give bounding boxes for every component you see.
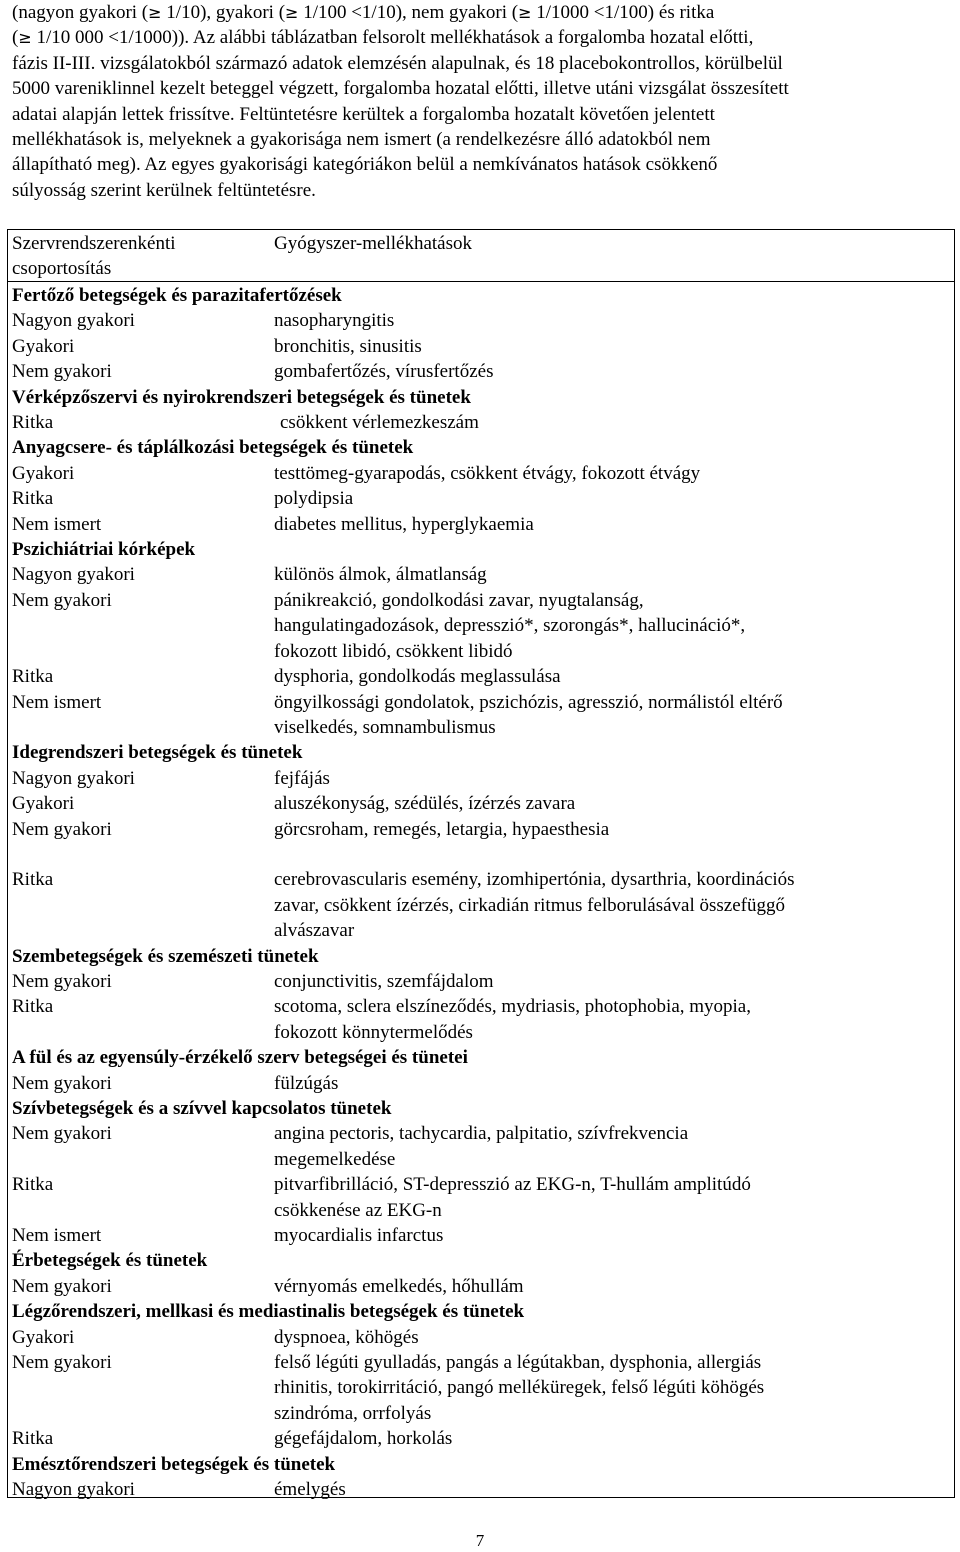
effect-line: hangulatingadozások, depresszió*, szorongás*, hallucináció*, <box>274 615 746 637</box>
effect-line: myocardialis infarctus <box>274 1225 444 1247</box>
table-row <box>8 969 954 994</box>
frequency-label: Ritka <box>12 1428 54 1450</box>
effect-line: dysphoria, gondolkodás meglassulása <box>274 666 561 688</box>
header-col1-line: csoportosítás <box>12 258 112 280</box>
frequency-label: Nem gyakori <box>12 1275 112 1297</box>
effect-line: öngyilkossági gondolatok, pszichózis, agresszió, normálistól eltérő <box>274 691 783 713</box>
effect-line: csökkenése az EKG-n <box>274 1199 442 1221</box>
adverse-effects <box>274 969 934 994</box>
frequency-label: Nem ismert <box>12 513 102 535</box>
effect-line: görcsroham, remegés, letargia, hypaesthesia <box>274 818 610 840</box>
intro-text: 1/1000 <1/100) és ritka <box>531 2 715 23</box>
frequency-label: Ritka <box>12 996 54 1018</box>
effect-line: felső légúti gyulladás, pangás a légútakban, dysphonia, allergiás <box>274 1352 762 1374</box>
frequency-label: Nem gyakori <box>12 1072 112 1094</box>
frequency-label: Nem gyakori <box>12 818 112 840</box>
table-row <box>8 867 954 943</box>
frequency-label: Nagyon gyakori <box>12 564 135 586</box>
ge-symbol: ≥ <box>518 3 532 22</box>
frequency-label: Gyakori <box>12 335 75 357</box>
adverse-effects <box>274 334 934 359</box>
effect-line: bronchitis, sinusitis <box>274 335 422 357</box>
frequency-label: Nem gyakori <box>12 361 112 383</box>
table-row <box>8 664 954 689</box>
adverse-effects <box>274 817 934 842</box>
table-row <box>8 410 954 435</box>
table-row <box>8 1426 954 1451</box>
intro-text: 1/100 <1/10), nem gyakori ( <box>298 2 519 23</box>
table-body <box>8 283 954 1502</box>
adverse-effects <box>274 1274 934 1299</box>
effect-line: fokozott libidó, csökkent libidó <box>274 640 513 662</box>
table-row <box>8 512 954 537</box>
section-title: Szembetegségek és szemészeti tünetek <box>12 945 319 967</box>
effect-line: pitvarfibrilláció, ST-depresszió az EKG-n, T-hullám amplitúdó <box>274 1174 751 1196</box>
table-row <box>8 791 954 816</box>
intro-line: 5000 vareniklinnel kezelt beteggel végzett, forgalomba hozatal előtti, illetve utáni vizsgálat összesített <box>12 78 789 100</box>
intro-line: súlyosság szerint kerülnek feltüntetésre. <box>12 179 316 201</box>
adverse-effects <box>274 791 934 816</box>
effect-line: diabetes mellitus, hyperglykaemia <box>274 513 534 535</box>
effect-line: scotoma, sclera elszíneződés, mydriasis, photophobia, myopia, <box>274 996 751 1018</box>
frequency-label: Ritka <box>12 1174 54 1196</box>
effect-line: testtömeg-gyarapodás, csökkent étvágy, fokozott étvágy <box>274 462 701 484</box>
effect-line: aluszékonyság, szédülés, ízérzés zavara <box>274 793 576 815</box>
adverse-effects <box>274 512 934 537</box>
section-title: Emésztőrendszeri betegségek és tünetek <box>12 1453 336 1475</box>
intro-text: ( <box>12 27 19 49</box>
frequency-label: Nem gyakori <box>12 970 112 992</box>
section-title: Légzőrendszeri, mellkasi és mediastinalis betegségek és tünetek <box>12 1301 525 1323</box>
frequency-label: Nem ismert <box>12 1225 102 1247</box>
effect-line: gégefájdalom, horkolás <box>274 1428 453 1450</box>
table-row <box>8 588 954 664</box>
effect-line: csökkent vérlemezkeszám <box>280 412 479 434</box>
adverse-effects <box>274 359 934 384</box>
adverse-effects <box>274 994 934 1045</box>
table-row <box>8 1121 954 1172</box>
frequency-label: Gyakori <box>12 793 75 815</box>
table-row <box>8 1223 954 1248</box>
page-number: 7 <box>475 1531 485 1550</box>
blank-line <box>8 842 954 867</box>
effect-line: pánikreakció, gondolkodási zavar, nyugtalanság, <box>274 589 644 611</box>
effect-line: émelygés <box>274 1479 346 1501</box>
intro-line: állapítható meg). Az egyes gyakorisági kategóriákon belül a nemkívánatos hatások csökkenő <box>12 154 718 176</box>
effect-line: cerebrovascularis esemény, izomhipertónia, dysarthria, koordinációs <box>274 869 795 891</box>
adverse-effects <box>274 867 934 943</box>
ge-symbol: ≥ <box>18 28 32 48</box>
adverse-effects <box>274 486 934 511</box>
adverse-effects <box>274 461 934 486</box>
intro-line: mellékhatások is, melyeknek a gyakorisága nem ismert (a rendelkezésre álló adatokból nem <box>12 129 711 151</box>
table-row <box>8 1274 954 1299</box>
effect-line: fokozott könnytermelődés <box>274 1021 473 1043</box>
table-row <box>8 994 954 1045</box>
adverse-effects <box>274 1325 934 1350</box>
frequency-label: Ritka <box>12 488 54 510</box>
frequency-label: Nagyon gyakori <box>12 767 135 789</box>
table-row <box>8 1325 954 1350</box>
effect-line: különös álmok, álmatlanság <box>274 564 487 586</box>
frequency-label: Gyakori <box>12 462 75 484</box>
table-row <box>8 461 954 486</box>
effect-line: rhinitis, torokirritáció, pangó melléküregek, felső légúti köhögés <box>274 1377 765 1399</box>
table-row <box>8 1477 954 1502</box>
adverse-reactions-table <box>7 229 955 1501</box>
effect-line: zavar, csökkent ízérzés, cirkadián ritmus felborulásával összefüggő <box>274 894 785 916</box>
intro-line <box>12 0 952 25</box>
intro-paragraph <box>12 0 952 203</box>
table-row <box>8 1172 954 1223</box>
adverse-effects <box>274 766 934 791</box>
intro-line <box>12 25 952 50</box>
adverse-effects <box>274 588 934 664</box>
frequency-label: Gyakori <box>12 1326 75 1348</box>
effect-line: nasopharyngitis <box>274 310 395 332</box>
adverse-effects <box>274 1426 934 1451</box>
intro-text: 1/10), gyakori ( <box>161 2 286 23</box>
frequency-label: Nagyon gyakori <box>12 1479 135 1501</box>
effect-line: conjunctivitis, szemfájdalom <box>274 970 494 992</box>
frequency-label: Ritka <box>12 666 54 688</box>
section-title: Szívbetegségek és a szívvel kapcsolatos tünetek <box>12 1097 392 1119</box>
adverse-effects <box>274 1071 934 1096</box>
adverse-effects <box>280 410 940 435</box>
intro-line: fázis II-III. vizsgálatokból származó adatok elemzésén alapulnak, és 18 placebokontrollos, körülbelül <box>12 52 783 74</box>
table-row <box>8 486 954 511</box>
header-col1-line: Szervrendszerenkénti <box>12 233 176 254</box>
frequency-label: Ritka <box>12 869 54 891</box>
intro-text: (nagyon gyakori ( <box>12 2 149 23</box>
effect-line: dyspnoea, köhögés <box>274 1326 419 1348</box>
ge-symbol: ≥ <box>148 3 162 22</box>
effect-line: vérnyomás emelkedés, hőhullám <box>274 1275 524 1297</box>
effect-line: viselkedés, somnambulismus <box>274 716 496 738</box>
adverse-effects <box>274 1223 934 1248</box>
table-row <box>8 334 954 359</box>
table-row <box>8 817 954 842</box>
effect-line: polydipsia <box>274 488 354 510</box>
intro-line: adatai alapján lettek frissítve. Feltüntetésre kerültek a forgalomba hozatalt követően jelentett <box>12 103 715 125</box>
frequency-label: Nagyon gyakori <box>12 310 135 332</box>
header-adverse-reactions: Gyógyszer-mellékhatások <box>274 233 472 254</box>
section-title: Anyagcsere- és táplálkozási betegségek és tünetek <box>12 437 414 459</box>
adverse-effects <box>274 664 934 689</box>
frequency-label: Ritka <box>12 412 54 434</box>
effect-line: alvászavar <box>274 920 355 942</box>
table-row <box>8 1071 954 1096</box>
adverse-effects <box>274 562 934 587</box>
effect-line: fejfájás <box>274 767 330 789</box>
section-title: Pszichiátriai kórképek <box>12 539 196 561</box>
adverse-effects <box>274 1477 934 1502</box>
section-title: Idegrendszeri betegségek és tünetek <box>12 742 303 764</box>
table-row <box>8 766 954 791</box>
table-row <box>8 690 954 741</box>
table-row <box>8 1350 954 1426</box>
frequency-label: Nem gyakori <box>12 1352 112 1374</box>
table-row <box>8 562 954 587</box>
frequency-label: Nem gyakori <box>12 589 112 611</box>
adverse-effects <box>274 1121 934 1172</box>
table-header <box>8 230 954 282</box>
frequency-label: Nem gyakori <box>12 1123 112 1145</box>
table-row <box>8 359 954 384</box>
effect-line: angina pectoris, tachycardia, palpitatio, szívfrekvencia <box>274 1123 689 1145</box>
effect-line: gombafertőzés, vírusfertőzés <box>274 361 494 383</box>
frequency-label: Nem ismert <box>12 691 102 713</box>
adverse-effects <box>274 690 934 741</box>
adverse-effects <box>274 308 934 333</box>
intro-text: 1/10 000 <1/1000)). Az alábbi táblázatban felsorolt mellékhatások a forgalomba hozatal előtti, <box>31 27 754 49</box>
ge-symbol: ≥ <box>285 3 299 22</box>
effect-line: megemelkedése <box>274 1148 396 1170</box>
effect-line: fülzúgás <box>274 1072 339 1094</box>
section-title: Érbetegségek és tünetek <box>12 1250 208 1272</box>
table-row <box>8 308 954 333</box>
header-system-organ-class <box>12 231 262 282</box>
section-title: Vérképzőszervi és nyirokrendszeri betegségek és tünetek <box>12 386 471 408</box>
adverse-effects <box>274 1350 934 1426</box>
section-title: Fertőző betegségek és parazitafertőzések <box>12 285 342 306</box>
adverse-effects <box>274 1172 934 1223</box>
section-title: A fül és az egyensúly-érzékelő szerv betegségei és tünetei <box>12 1047 468 1069</box>
effect-line: szindróma, orrfolyás <box>274 1402 432 1424</box>
